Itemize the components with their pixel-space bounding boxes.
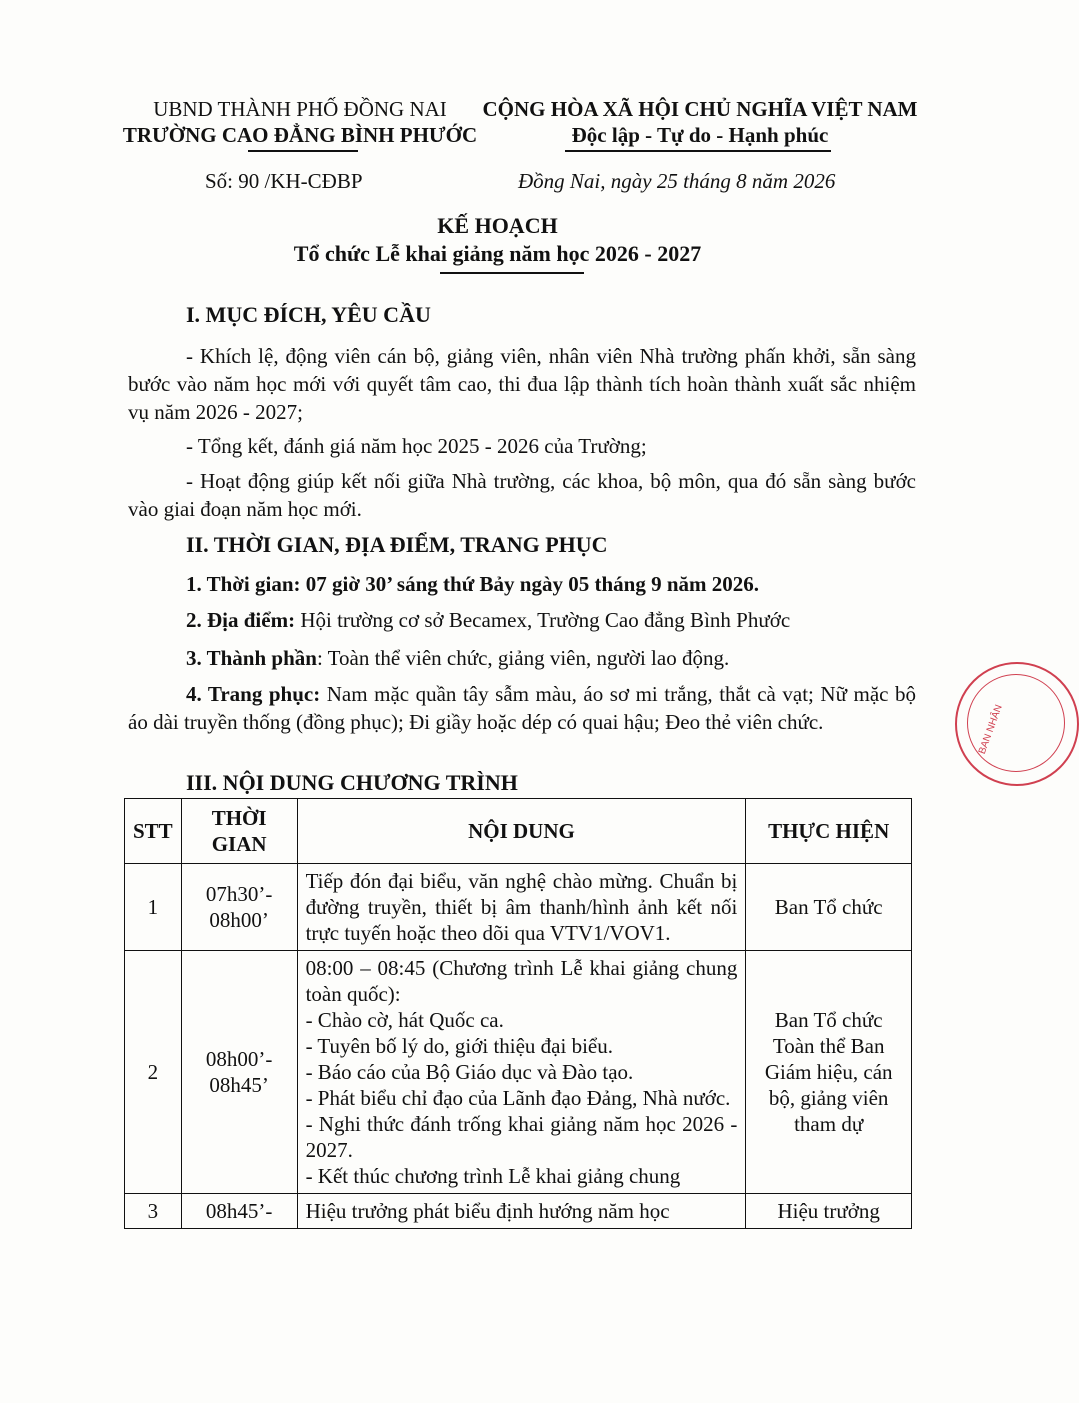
by-line: Ban Tổ chức [774, 895, 883, 919]
members-label: 3. Thành phần [186, 646, 317, 670]
content-line: - Phát biểu chỉ đạo của Lãnh đạo Đảng, Nhà nước. [305, 1086, 731, 1110]
row-by [746, 1194, 912, 1229]
national-motto: Độc lập - Tự do - Hạnh phúc [571, 123, 829, 147]
content-line: Tiếp đón đại biểu, văn nghệ chào mừng. Chuẩn bị đường truyền, thiết bị âm thanh/hình ảnh kết nối trực tuyến hoặc theo dõi qua VTV1/VOV1. [305, 869, 738, 945]
document-subtitle: Tổ chức Lễ khai giảng năm học 2026 - 2027 [293, 241, 702, 266]
content-line: - Tuyên bố lý do, giới thiệu đại biểu. [305, 1034, 613, 1058]
column-header-time: THỜI GIAN [181, 799, 297, 864]
section-3-heading: III. NỘI DUNG CHƯƠNG TRÌNH [186, 770, 518, 795]
section-1-paragraph-1: - Khích lệ, động viên cán bộ, giảng viên, nhân viên Nhà trường phấn khởi, sẵn sàng bước vào năm học mới với quyết tâm cao, thi đua lập thành tích hoàn thành xuất sắc nhiệm vụ năm 2026 - 2027; [128, 344, 916, 424]
content-line: - Chào cờ, hát Quốc ca. [305, 1008, 504, 1032]
members-line [128, 644, 916, 672]
column-header-stt: STT [125, 799, 182, 864]
dress-value: Nam mặc quần tây sẫm màu, áo sơ mi trắng, thắt cà vạt; Nữ mặc bộ áo dài truyền thống (đồng phục); Đi giầy hoặc dép có quai hậu; Đeo thẻ viên chức. [128, 682, 916, 734]
column-header-content: NỘI DUNG [297, 799, 746, 864]
national-title: CỘNG HÒA XÃ HỘI CHỦ NGHĨA VIỆT NAM [482, 97, 918, 121]
document-title: KẾ HOẠCH [437, 213, 558, 238]
section-1-paragraph-2: - Tổng kết, đánh giá năm học 2025 - 2026 của Trường; [186, 434, 647, 458]
section-2-heading: II. THỜI GIAN, ĐỊA ĐIỂM, TRANG PHỤC [186, 532, 608, 557]
table-row [125, 864, 912, 951]
row-time: 08h00’- 08h45’ [181, 951, 297, 1194]
content-line: - Nghi thức đánh trống khai giảng năm học 2026 - 2027. [305, 1112, 738, 1162]
national-motto-block [480, 96, 920, 148]
program-table [124, 798, 912, 1229]
content-line: Hiệu trưởng phát biểu định hướng năm học [305, 1199, 670, 1223]
place-date: Đồng Nai, ngày 25 tháng 8 năm 2026 [518, 169, 836, 193]
row-time: 08h45’- [181, 1194, 297, 1229]
column-header-by: THỰC HIỆN [746, 799, 912, 864]
dress-label: 4. Trang phục: [186, 682, 321, 706]
row-content [297, 1194, 746, 1229]
table-row [125, 1194, 912, 1229]
seal-stamp-text: BAN NHÂN [976, 703, 1005, 756]
row-by [746, 951, 912, 1194]
row-stt: 3 [125, 1194, 182, 1229]
issuer-line-2: TRƯỜNG CAO ĐẲNG BÌNH PHƯỚC [122, 123, 478, 147]
row-by [746, 864, 912, 951]
row-content [297, 864, 746, 951]
table-header-row [125, 799, 912, 864]
seal-stamp-icon [955, 662, 1079, 786]
row-stt: 1 [125, 864, 182, 951]
content-line: - Kết thúc chương trình Lễ khai giảng chung [305, 1164, 681, 1188]
row-stt: 2 [125, 951, 182, 1194]
by-line: Ban Tổ chức [774, 1008, 883, 1032]
section-1-heading: I. MỤC ĐÍCH, YÊU CẦU [186, 302, 431, 327]
content-line: 08:00 – 08:45 (Chương trình Lễ khai giảng chung toàn quốc): [305, 956, 738, 1006]
seal-stamp-inner-ring [967, 674, 1065, 772]
row-content [297, 951, 746, 1194]
section-1-paragraph-3: - Hoạt động giúp kết nối giữa Nhà trường, các khoa, bộ môn, qua đó sẵn sàng bước vào giai đoạn năm học mới. [128, 469, 916, 521]
table-row [125, 951, 912, 1194]
content-line: - Báo cáo của Bộ Giáo dục và Đào tạo. [305, 1060, 634, 1084]
motto-underline [565, 150, 831, 152]
row-time: 07h30’- 08h00’ [181, 864, 297, 951]
place-value: Hội trường cơ sở Becamex, Trường Cao đẳng Bình Phước [295, 608, 791, 632]
place-label: 2. Địa điểm: [186, 608, 296, 632]
document-number: Số: 90 /KH-CĐBP [205, 169, 363, 193]
issuer-block [120, 96, 480, 148]
by-line: Toàn thể Ban Giám hiệu, cán bộ, giảng viên tham dự [764, 1034, 893, 1136]
issuer-line-1: UBND THÀNH PHỐ ĐỒNG NAI [153, 97, 447, 121]
place-line [128, 606, 916, 634]
dress-line [128, 680, 916, 736]
by-line: Hiệu trưởng [777, 1199, 880, 1223]
time-line: 1. Thời gian: 07 giờ 30’ sáng thứ Bảy ngày 05 tháng 9 năm 2026. [186, 572, 760, 596]
members-value: : Toàn thể viên chức, giảng viên, người lao động. [316, 646, 730, 670]
title-underline [440, 272, 584, 274]
issuer-underline [248, 150, 358, 152]
